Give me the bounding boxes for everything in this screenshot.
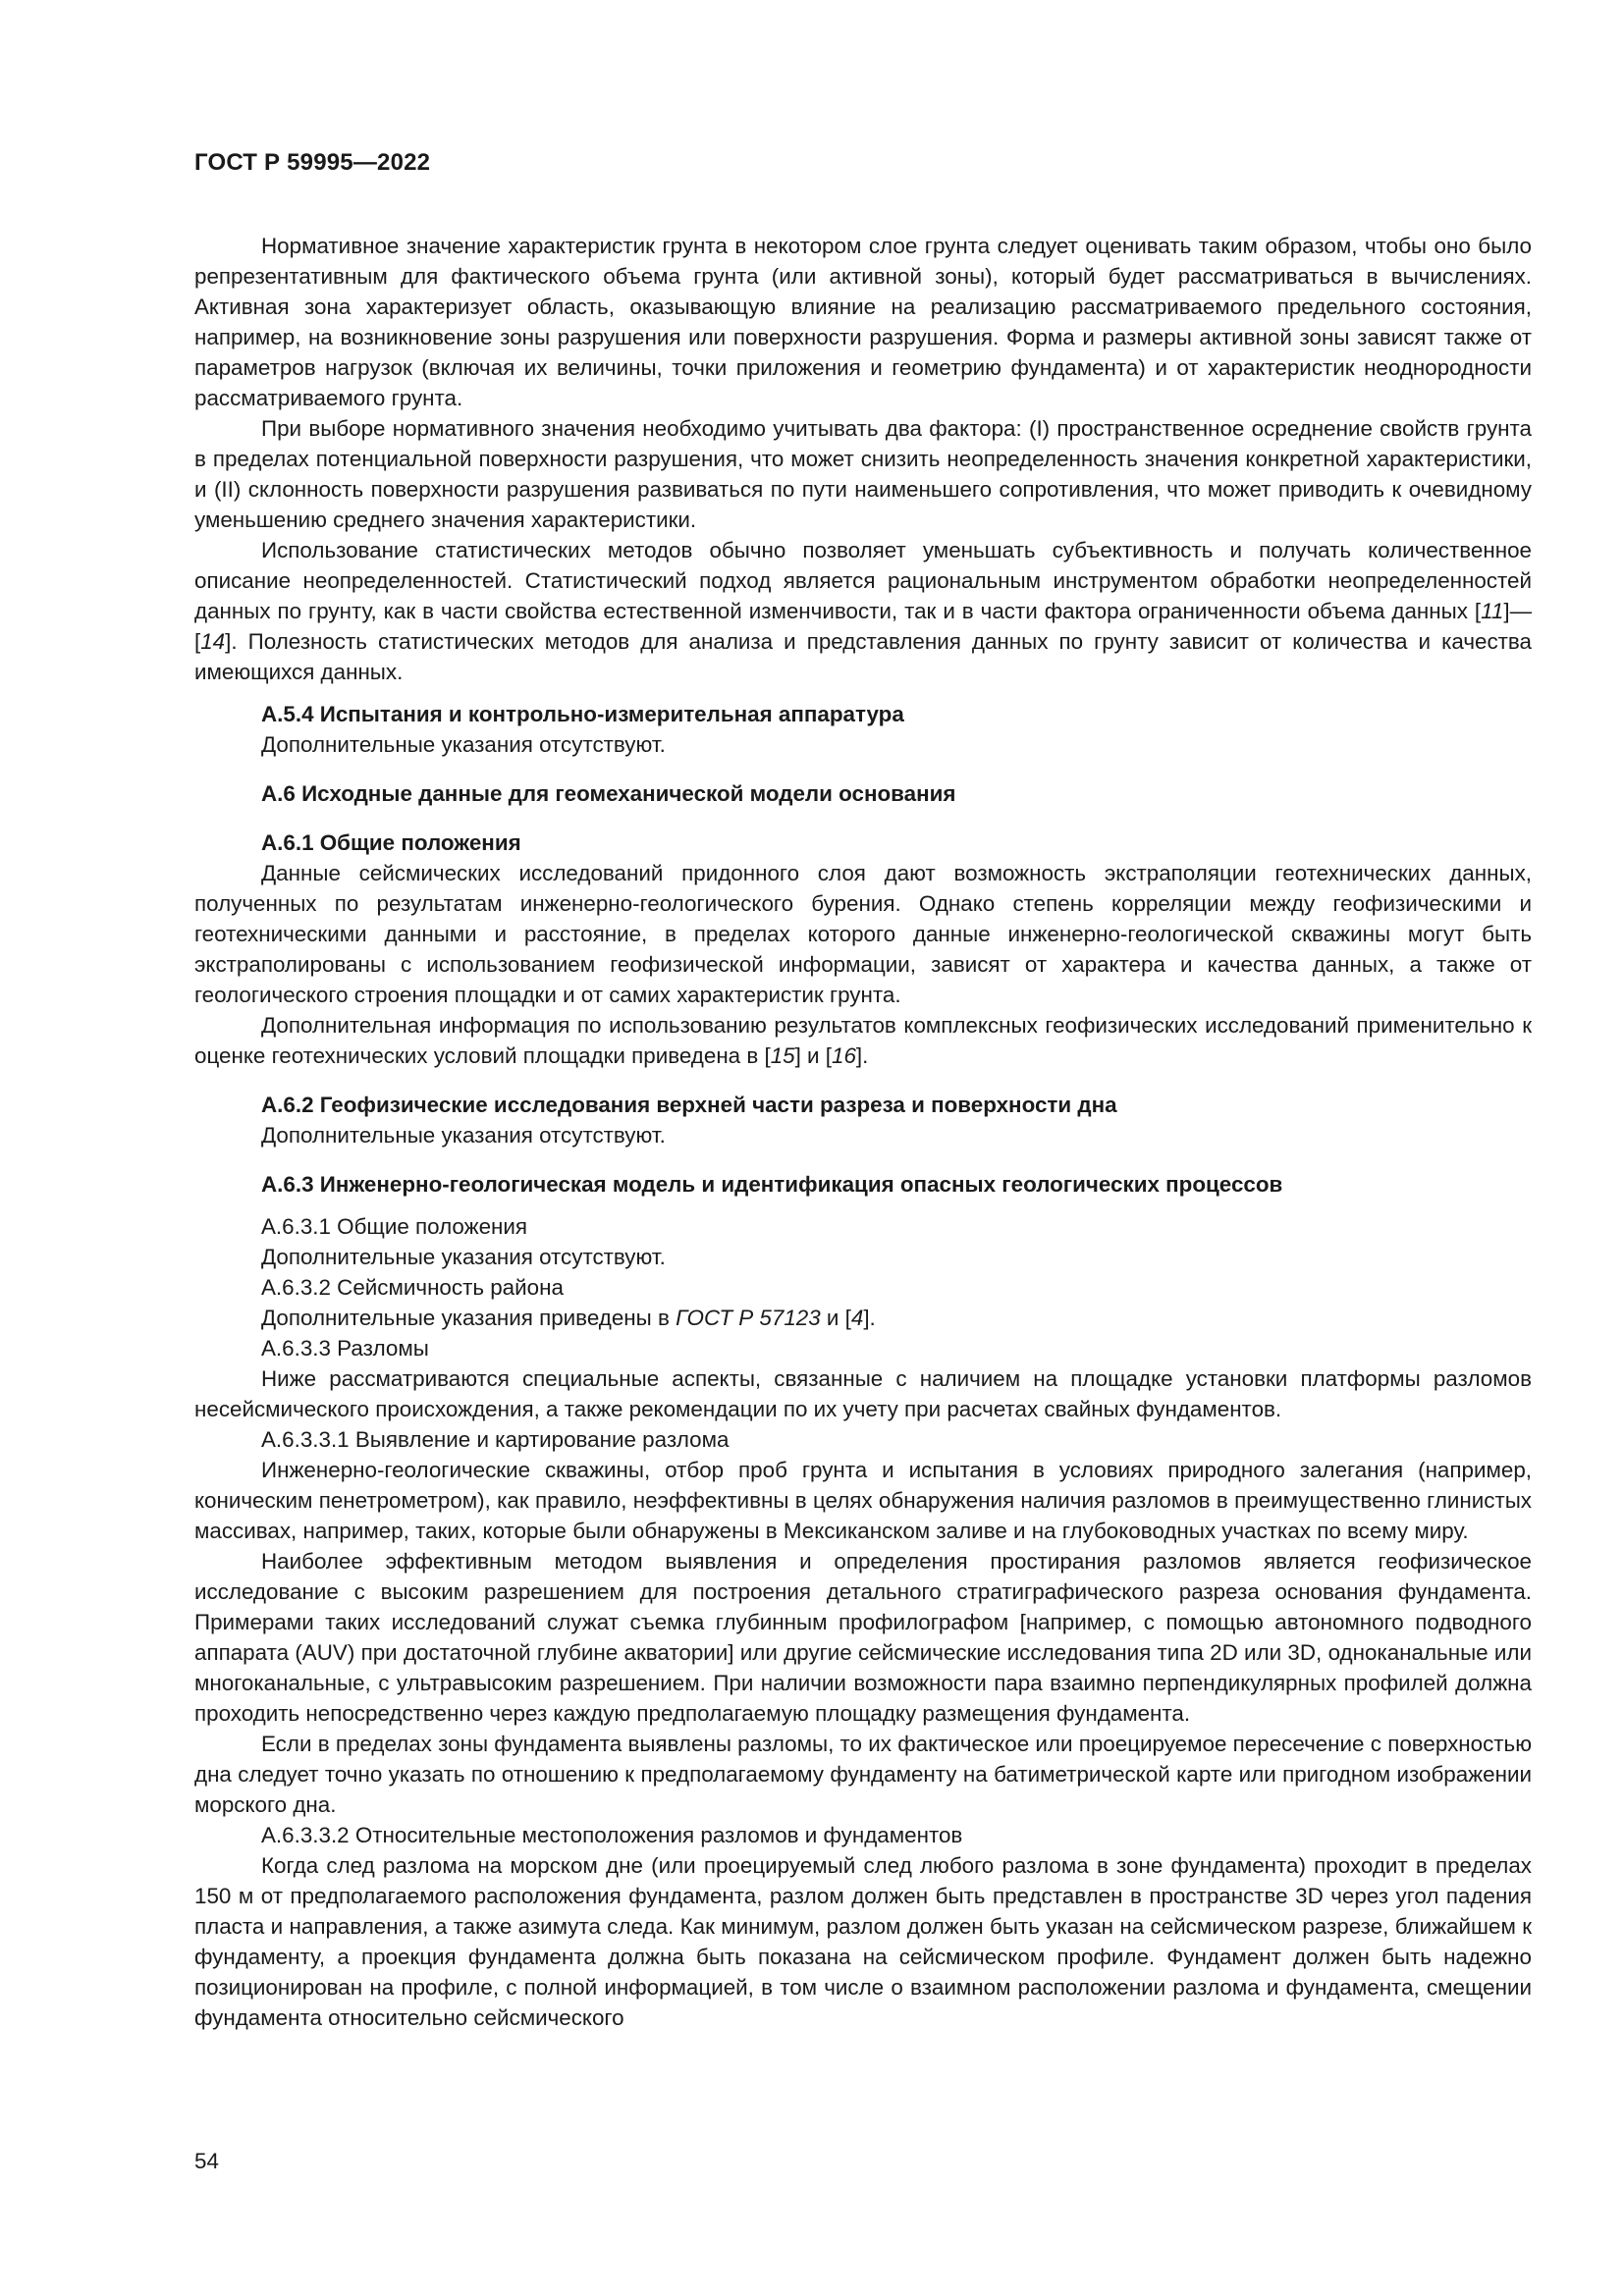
paragraph-text: ]. Полезность статистических методов для анализа и представления данных по грунту зависит от количества и качества имеющихся данных. bbox=[194, 629, 1532, 684]
reference-link[interactable]: 14 bbox=[200, 629, 226, 654]
paragraph bbox=[194, 1010, 1532, 1071]
paragraph-text: ]. bbox=[863, 1306, 876, 1330]
section-heading: А.6.2 Геофизические исследования верхней части разреза и поверхности дна bbox=[261, 1093, 1117, 1117]
reference-link[interactable]: 4 bbox=[850, 1306, 864, 1330]
subsection-title: А.6.3.3.1 Выявление и картирование разлома bbox=[261, 1427, 730, 1452]
section-text bbox=[194, 1303, 1532, 1333]
document-body bbox=[194, 231, 1532, 2033]
subsection-title: А.6.3.1 Общие положения bbox=[261, 1214, 528, 1239]
page-number: 54 bbox=[194, 2149, 219, 2173]
paragraph-text: ]—[ bbox=[194, 599, 1532, 654]
paragraph-text: ] и [ bbox=[794, 1043, 832, 1068]
paragraph: Данные сейсмических исследований придонного слоя дают возможность экстраполяции геотехнических данных, полученных по результатам инженерно-геологического бурения. Однако степень корреляции между геофизическими и геотехническими данными и расстояние, в пределах которого данные инженерно-геологической скважины могут быть экстраполированы с использованием геофизической информации, зависят от характера и качества данных, а также от геологического строения площадки и от самих характеристик грунта. bbox=[194, 861, 1532, 1007]
section-heading: А.6.3 Инженерно-геологическая модель и идентификация опасных геологических процессов bbox=[261, 1172, 1283, 1197]
paragraph-text: Дополнительная информация по использованию результатов комплексных геофизических исследований применительно к оценке геотехнических условий площадки приведена в [ bbox=[194, 1013, 1532, 1068]
paragraph: Наиболее эффективным методом выявления и определения простирания разломов является геофизическое исследование с высоким разрешением для построения детального стратиграфического разреза основания фундамента. Примерами таких исследований служат съемка глубинным профилографом [например, с помощью автономного подводного аппарата (AUV) при достаточной глубине акватории] или другие сейсмические исследования типа 2D или 3D, одноканальные или многоканальные, с ультравысоким разрешением. При наличии возможности пара взаимно перпендикулярных профилей должна проходить непосредственно через каждую предполагаемую площадку размещения фундамента. bbox=[194, 1549, 1532, 1726]
paragraph: Нормативное значение характеристик грунта в некотором слое грунта следует оценивать таким образом, чтобы оно было репрезентативным для фактического объема грунта (или активной зоны), который будет рассматриваться в вычислениях. Активная зона характеризует область, оказывающую влияние на реализацию рассматриваемого предельного состояния, например, на возникновение зоны разрушения или поверхности разрушения. Форма и размеры активной зоны зависят также от параметров нагрузок (включая их величины, точки приложения и геометрию фундамента) и от характеристик неоднородности рассматриваемого грунта. bbox=[194, 234, 1532, 410]
paragraph: Когда след разлома на морском дне (или проецируемый след любого разлома в зоне фундамента) проходит в пределах 150 м от предполагаемого расположения фундамента, разлом должен быть представлен в пространстве 3D через угол падения пласта и направления, а также азимута следа. Как минимум, разлом должен быть указан на сейсмическом разрезе, ближайшем к фундаменту, а проекция фундамента должна быть показана на сейсмическом профиле. Фундамент должен быть надежно позиционирован на профиле, с полной информацией, в том числе о взаимном расположении разлома и фундамента, смещении фундамента относительно сейсмического bbox=[194, 1853, 1532, 2030]
document-page bbox=[194, 147, 1532, 2033]
section-heading: А.6 Исходные данные для геомеханической модели основания bbox=[261, 781, 956, 806]
paragraph: При выборе нормативного значения необходимо учитывать два фактора: (I) пространственное осреднение свойств грунта в пределах потенциальной поверхности разрушения, что может снизить неопределенность значения конкретной характеристики, и (II) склонность поверхности разрушения развиваться по пути наименьшего сопротивления, что может приводить к очевидному уменьшению среднего значения характеристики. bbox=[194, 416, 1532, 532]
reference-link[interactable]: 15 bbox=[770, 1043, 795, 1068]
subsection-title: А.6.3.3.2 Относительные местоположения разломов и фундаментов bbox=[261, 1823, 963, 1847]
section-heading: А.6.1 Общие положения bbox=[261, 830, 521, 855]
reference-link[interactable]: 11 bbox=[1481, 599, 1504, 623]
section-heading: А.5.4 Испытания и контрольно-измерительная аппаратура bbox=[261, 702, 904, 726]
document-header: ГОСТ Р 59995—2022 bbox=[194, 149, 431, 176]
paragraph: Ниже рассматриваются специальные аспекты, связанные с наличием на площадке установки платформы разломов несейсмического происхождения, а также рекомендации по их учету при расчетах свайных фундаментов. bbox=[194, 1366, 1532, 1421]
paragraph-text: ]. bbox=[855, 1043, 869, 1068]
paragraph: Инженерно-геологические скважины, отбор проб грунта и испытания в условиях природного залегания (например, коническим пенетрометром), как правило, неэффективны в целях обнаружения наличия разломов в преимущественно глинистых массивах, например, таких, которые были обнаружены в Мексиканском заливе и на глубоководных участках по всему миру. bbox=[194, 1458, 1532, 1543]
paragraph bbox=[194, 535, 1532, 687]
section-text: Дополнительные указания отсутствуют. bbox=[261, 1245, 666, 1269]
subsection-title: А.6.3.2 Сейсмичность района bbox=[261, 1275, 564, 1300]
paragraph: Если в пределах зоны фундамента выявлены разломы, то их фактическое или проецируемое пересечение с поверхностью дна следует точно указать по отношению к предполагаемому фундаменту на батиметрической карте или пригодном изображении морского дна. bbox=[194, 1732, 1532, 1817]
paragraph-text: Использование статистических методов обычно позволяет уменьшать субъективность и получать количественное описание неопределенностей. Статистический подход является рациональным инструментом обработки неопределенностей данных по грунту, как в части свойства естественной изменчивости, так и в части фактора ограниченности объема данных [ bbox=[194, 538, 1532, 623]
subsection-title: А.6.3.3 Разломы bbox=[261, 1336, 429, 1361]
section-text: Дополнительные указания отсутствуют. bbox=[261, 1123, 666, 1148]
paragraph-text: Дополнительные указания приведены в bbox=[261, 1306, 677, 1330]
section-text: Дополнительные указания отсутствуют. bbox=[261, 732, 666, 757]
paragraph-text: и [ bbox=[820, 1306, 851, 1330]
standard-reference-link[interactable]: ГОСТ Р 57123 bbox=[676, 1306, 821, 1330]
reference-link[interactable]: 16 bbox=[832, 1043, 856, 1068]
